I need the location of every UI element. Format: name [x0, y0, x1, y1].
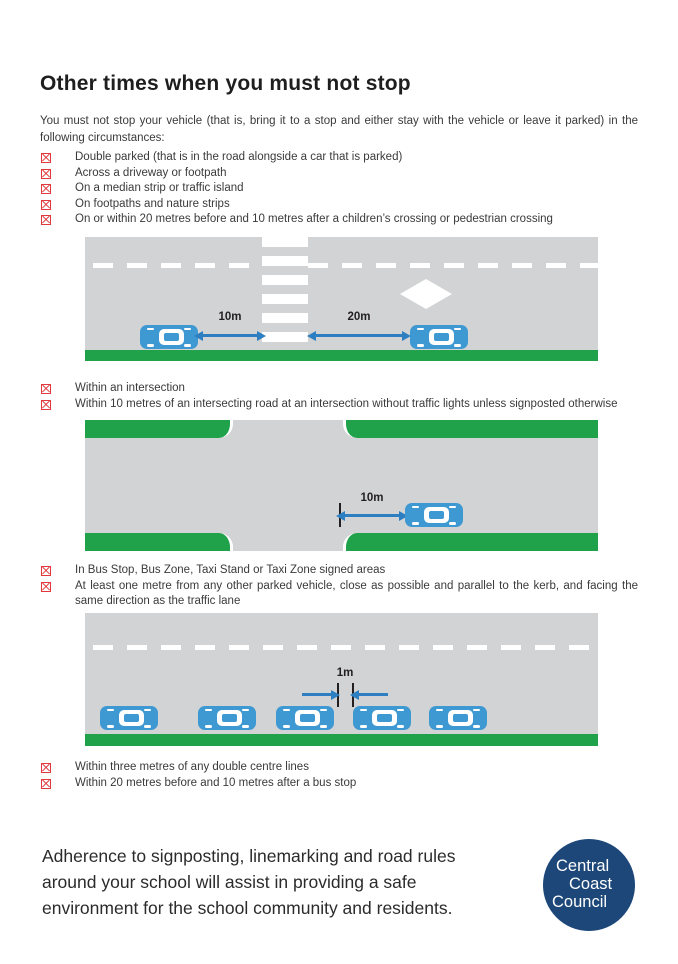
list-item [40, 197, 638, 213]
car-roof [429, 511, 444, 519]
distance-arrow [344, 514, 400, 517]
no-stopping-x-icon [41, 215, 51, 225]
page-title: Other times when you must not stop [40, 72, 411, 96]
list-item [40, 381, 638, 397]
car-icon [100, 706, 158, 730]
car-icon [198, 706, 256, 730]
bullet-list-3 [40, 563, 638, 610]
nature-strip [85, 420, 233, 438]
distance-label-10m: 10m [218, 311, 242, 323]
list-item-text: Double parked (that is in the road alongside a car that is parked) [75, 151, 403, 163]
closing-statement [42, 843, 502, 921]
logo-text: Coast [569, 875, 613, 893]
list-item-text: Within 20 metres before and 10 metres after a bus stop [75, 776, 357, 789]
central-coast-council-logo [543, 839, 635, 931]
distance-arrow [202, 334, 258, 337]
list-item [40, 760, 638, 776]
no-stopping-x-icon [41, 582, 51, 592]
zebra-crossing [262, 237, 308, 350]
bullet-list-1 [40, 150, 638, 228]
no-stopping-x-icon [41, 200, 51, 210]
distance-arrow [315, 334, 403, 337]
list-item [40, 776, 638, 792]
no-stopping-x-icon [41, 400, 51, 410]
bullet-list-4 [40, 760, 638, 791]
distance-label-1m: 1m [336, 667, 354, 679]
car-icon [410, 325, 468, 349]
car-icon [353, 706, 411, 730]
no-stopping-x-icon [41, 763, 51, 773]
logo-text: Central [556, 857, 610, 875]
list-item [40, 181, 638, 197]
car-icon [140, 325, 198, 349]
closing-line: environment for the school community and residents. [42, 898, 453, 918]
closing-line: Adherence to signposting, linemarking and road rules [42, 846, 456, 866]
no-stopping-x-icon [41, 566, 51, 576]
no-stopping-x-icon [41, 384, 51, 394]
car-icon [429, 706, 487, 730]
list-item-text: Across a driveway or footpath [75, 166, 227, 179]
kerb-strip [85, 350, 598, 361]
list-item-text: Within 10 metres of an intersecting road at an intersection without traffic lights unless signposted otherwise [75, 397, 618, 410]
crossing-diamond-marking [400, 279, 452, 309]
car-roof [164, 333, 179, 341]
distance-arrow [302, 693, 332, 696]
car-icon [405, 503, 463, 527]
intersection-diagram [85, 420, 598, 551]
list-item-text: Within three metres of any double centre lines [75, 761, 309, 773]
nature-strip [343, 533, 598, 551]
car-roof [434, 333, 449, 341]
list-item-text: On a median strip or traffic island [75, 182, 244, 194]
nature-strip [85, 533, 233, 551]
distance-label-20m: 20m [347, 311, 371, 323]
closing-line: around your school will assist in providing a safe [42, 872, 417, 892]
list-item [40, 579, 638, 610]
centre-line [93, 645, 598, 650]
no-stopping-x-icon [41, 779, 51, 789]
parked-cars-diagram [85, 613, 598, 746]
list-item [40, 212, 638, 228]
list-item-text: In Bus Stop, Bus Zone, Taxi Stand or Taxi Zone signed areas [75, 564, 386, 576]
distance-label-10m: 10m [360, 492, 384, 504]
list-item [40, 563, 638, 579]
no-stopping-x-icon [41, 153, 51, 163]
no-stopping-x-icon [41, 169, 51, 179]
nature-strip [343, 420, 598, 438]
list-item-text: At least one metre from any other parked vehicle, close as possible and parallel to the kerb, and facing the same direction as the traffic lane [75, 579, 638, 607]
centre-line [308, 263, 598, 268]
bullet-list-2 [40, 381, 638, 412]
list-item-text: Within an intersection [75, 382, 185, 394]
crossing-diagram [85, 237, 598, 361]
centre-line [93, 263, 262, 268]
kerb-strip [85, 734, 598, 746]
list-item [40, 397, 638, 413]
list-item [40, 166, 638, 182]
distance-arrow [358, 693, 388, 696]
logo-text: Council [552, 893, 608, 911]
list-item-text: On or within 20 metres before and 10 metres after a children’s crossing or pedestrian crossing [75, 213, 553, 225]
list-item-text: On footpaths and nature strips [75, 197, 230, 210]
list-item [40, 150, 638, 166]
intro-paragraph: You must not stop your vehicle (that is, bring it to a stop and either stay with the vehicle or leave it parked) in the following circumstances: [40, 114, 638, 144]
no-stopping-x-icon [41, 184, 51, 194]
car-icon [276, 706, 334, 730]
